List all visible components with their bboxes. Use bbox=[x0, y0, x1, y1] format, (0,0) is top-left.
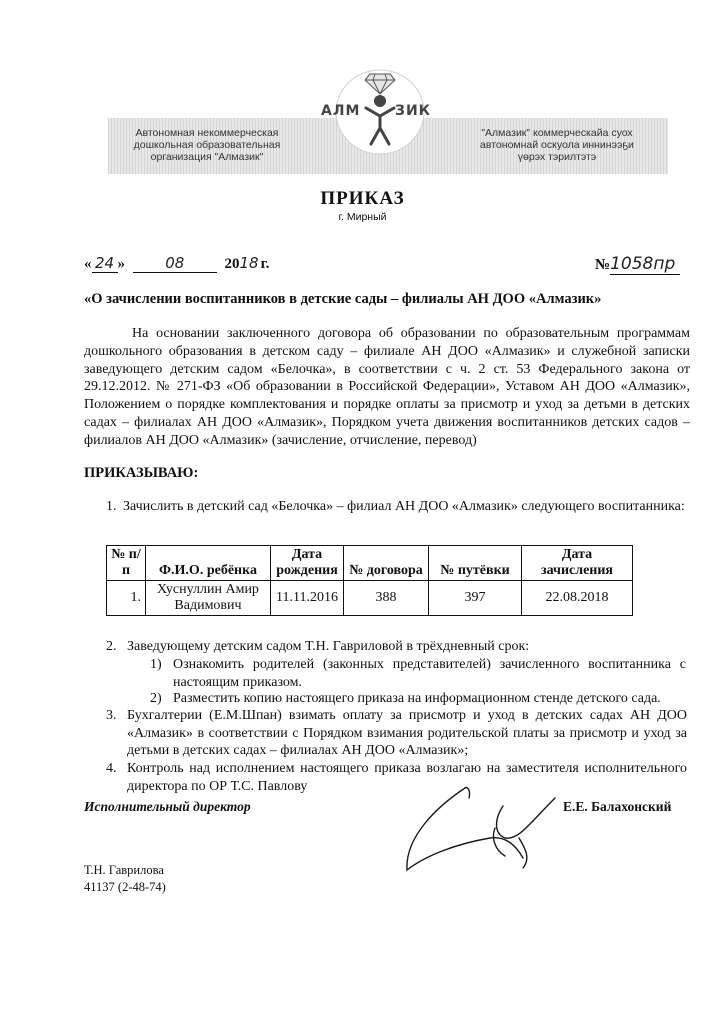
cell-enrollment-date: 22.08.2018 bbox=[522, 581, 633, 616]
number-value: 1058пр bbox=[610, 254, 680, 275]
org-name-yakut-line-1: "Алмазик" коммерческайа суох bbox=[481, 127, 633, 139]
date-day: 24 bbox=[92, 254, 118, 273]
org-name-ru-line-2: дошкольная образовательная bbox=[133, 139, 281, 151]
document-title: ПРИКАЗ bbox=[320, 188, 405, 209]
item-4-text: Контроль над исполнением настоящего приказа возлагаю на заместителя исполнительного директора по ОР Т.С. Павлову bbox=[127, 761, 687, 794]
th-contract-number: № договора bbox=[344, 546, 429, 581]
cell-contract-number: 388 bbox=[344, 581, 429, 616]
executor-block bbox=[84, 862, 166, 896]
pupils-table bbox=[106, 545, 633, 616]
item-3-number: 3. bbox=[106, 708, 117, 723]
cell-voucher-number: 397 bbox=[429, 581, 522, 616]
document-city: г. Мирный bbox=[338, 211, 387, 223]
logo-emblem-icon bbox=[315, 58, 445, 156]
org-name-russian bbox=[122, 127, 292, 163]
pupils-table-wrap bbox=[106, 545, 633, 616]
document-number bbox=[595, 254, 680, 275]
executor-name: Т.Н. Гаврилова bbox=[84, 863, 164, 877]
signer-position: Исполнительный директор bbox=[84, 799, 251, 814]
document-date bbox=[84, 254, 269, 273]
item-2-sub-2-text: Разместить копию настоящего приказа на информационном стенде детского сада. bbox=[173, 691, 661, 706]
cell-birth-date: 11.11.2016 bbox=[271, 581, 344, 616]
org-name-ru-line-1: Автономная некоммерческая bbox=[135, 127, 279, 139]
number-sign: № bbox=[595, 257, 611, 273]
item-1-text: Зачислить в детский сад «Белочка» – филиал АН ДОО «Алмазик» следующего воспитанника: bbox=[123, 499, 685, 514]
item-2-sub-1-text: Ознакомить родителей (законных представителей) зачисленного воспитанника с настоящим приказом. bbox=[173, 657, 686, 690]
item-2-sub-1-number: 1) bbox=[150, 657, 162, 672]
order-heading: ПРИКАЗЫВАЮ: bbox=[84, 465, 199, 481]
table-header-row bbox=[107, 546, 633, 581]
almazik-logo bbox=[315, 58, 445, 156]
cell-child-name: Хуснуллин Амир Вадимович bbox=[146, 581, 271, 616]
item-3-text: Бухгалтерии (Е.М.Шпан) взимать оплату за присмотр и уход в детских садах АН ДОО «Алмазик» в соответствии с Порядком взимания родительской платы за присмотр и уход за детьми в детских садах – филиалах АН ДОО «Алмазик»; bbox=[127, 708, 687, 759]
item-4-number: 4. bbox=[106, 761, 117, 776]
item-2-text: Заведующему детским садом Т.Н. Гавриловой в трёхдневный срок: bbox=[127, 639, 530, 654]
th-voucher-number: № путёвки bbox=[429, 546, 522, 581]
date-quote-open: « bbox=[84, 256, 92, 272]
date-quote-close: » bbox=[117, 256, 125, 272]
cell-number: 1. bbox=[107, 581, 146, 616]
org-name-ru-line-3: организация "Алмазик" bbox=[150, 151, 264, 163]
svg-text:АЛМ: АЛМ bbox=[321, 103, 361, 119]
date-month: 08 bbox=[133, 254, 217, 273]
th-child-name: Ф.И.О. ребёнка bbox=[146, 546, 271, 581]
preamble-paragraph: На основании заключенного договора об образовании по образовательным программам дошкольного образования в детском саду – филиале АН ДОО «Алмазик» и служебной записки заведующего детским садом «Белочка», в соответствии с ч. 2 ст. 53 Федерального закона от 29.12.2012. № 271-ФЗ «Об образовании в Российской Федерации», Уставом АН ДОО «Алмазик», Положением о порядке комплектования и порядке оплаты за присмотр и уход за детьми в детских садах – филиалах АН ДОО «Алмазик», Порядком учета движения воспитанников детских садов – филиалов АН ДОО «Алмазик» (зачисление, отчисление, перевод) bbox=[84, 326, 690, 448]
date-year-suffix: 18 bbox=[239, 254, 259, 272]
signer-name: Е.Е. Балахонский bbox=[563, 799, 672, 814]
item-1-number: 1. bbox=[106, 499, 117, 514]
org-name-yakut-line-2: автономнай оскуола иннинээҕи bbox=[480, 139, 634, 151]
svg-text:ЗИК: ЗИК bbox=[395, 103, 432, 119]
org-name-yakut bbox=[462, 127, 652, 163]
date-year-tail: г. bbox=[260, 256, 270, 272]
executor-phone: 41137 (2-48-74) bbox=[84, 880, 166, 894]
org-name-yakut-line-3: үөрэх тэрилтэтэ bbox=[517, 151, 597, 163]
date-year-prefix: 20 bbox=[224, 256, 240, 272]
th-birth-date: Дата рождения bbox=[271, 546, 344, 581]
handwritten-signature bbox=[395, 778, 560, 878]
item-2-number: 2. bbox=[106, 639, 117, 654]
th-enrollment-date: Дата зачисления bbox=[522, 546, 633, 581]
document-subject: «О зачислении воспитанников в детские сады – филиалы АН ДОО «Алмазик» bbox=[84, 291, 602, 307]
table-row bbox=[107, 581, 633, 616]
th-number: № п/п bbox=[107, 546, 146, 581]
item-2-sub-2-number: 2) bbox=[150, 691, 162, 706]
